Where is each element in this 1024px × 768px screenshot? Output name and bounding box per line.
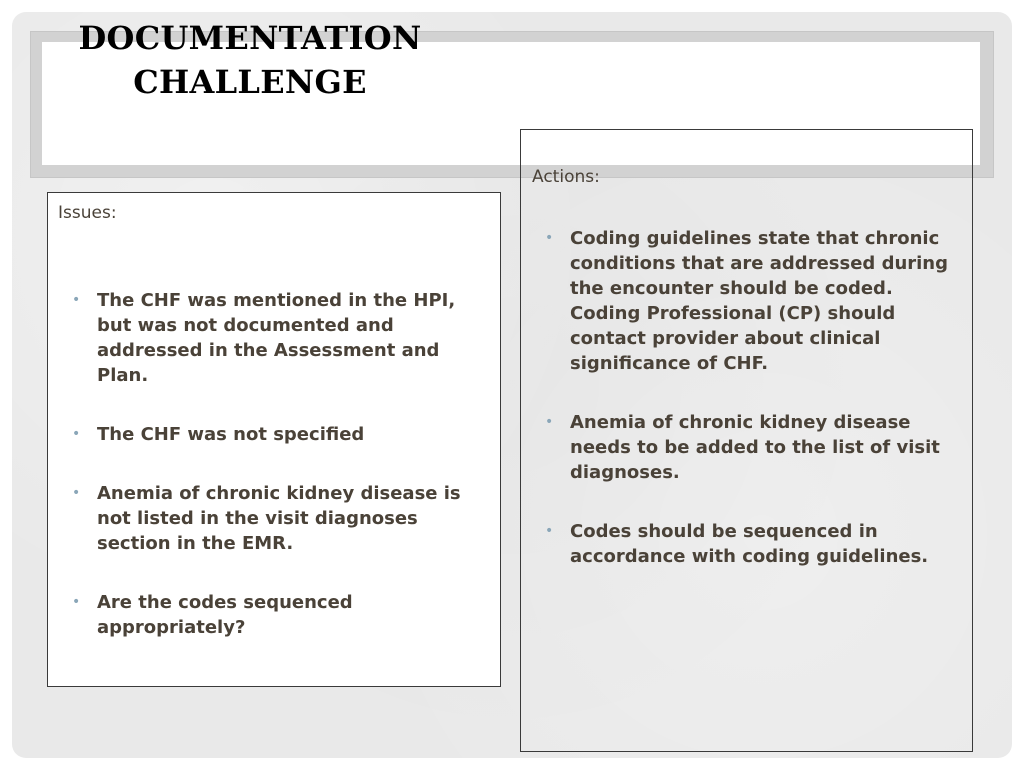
- bullet-icon: •: [72, 485, 81, 501]
- list-item: [68, 422, 488, 447]
- list-item: [68, 288, 488, 388]
- slide-title: [60, 16, 440, 104]
- bullet-icon: •: [545, 414, 554, 430]
- issues-heading: Issues:: [58, 203, 117, 223]
- list-item-text: Coding guidelines state that chronic conditions that are addressed during the encounter should be coded. Coding Professional (CP) should contact provider about clinical significance of CHF.: [570, 228, 949, 374]
- bullet-icon: •: [72, 426, 81, 442]
- list-item-text: The CHF was mentioned in the HPI, but was not documented and addressed in the Assessment and Plan.: [97, 290, 456, 386]
- bullet-icon: •: [545, 523, 554, 539]
- bullet-icon: •: [72, 594, 81, 610]
- list-item: [541, 519, 965, 569]
- actions-heading: Actions:: [532, 167, 600, 187]
- slide-title-line-1: DOCUMENTATION: [78, 19, 422, 57]
- actions-box: [520, 129, 973, 752]
- list-item: [541, 226, 965, 376]
- bullet-icon: •: [72, 292, 81, 308]
- bullet-icon: •: [545, 230, 554, 246]
- list-item-text: Are the codes sequenced appropriately?: [97, 592, 353, 638]
- list-item-text: Anemia of chronic kidney disease is not listed in the visit diagnoses section in the EMR.: [97, 483, 461, 554]
- list-item-text: The CHF was not specified: [97, 424, 365, 445]
- slide-title-line-2: CHALLENGE: [133, 63, 367, 101]
- list-item: [68, 481, 488, 556]
- actions-list: [541, 226, 965, 603]
- list-item-text: Codes should be sequenced in accordance with coding guidelines.: [570, 521, 929, 567]
- list-item: [68, 590, 488, 640]
- list-item-text: Anemia of chronic kidney disease needs to be added to the list of visit diagnoses.: [570, 412, 940, 483]
- issues-list: [68, 288, 488, 674]
- list-item: [541, 410, 965, 485]
- issues-box: [47, 192, 501, 687]
